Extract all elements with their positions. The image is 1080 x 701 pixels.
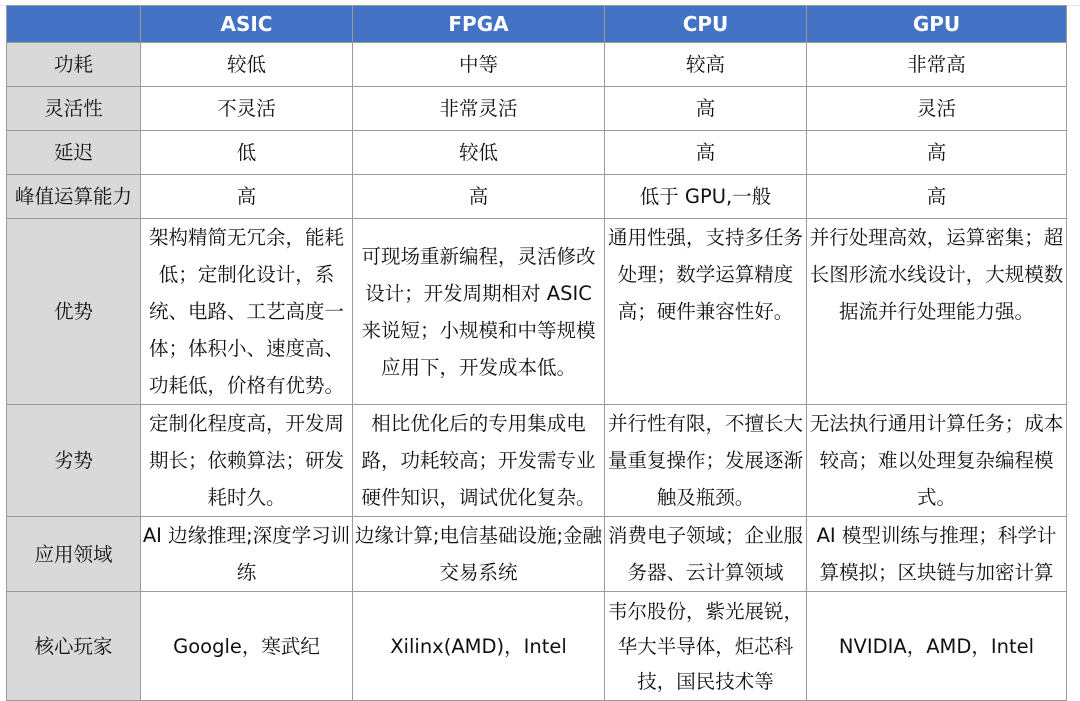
table-row <box>7 43 1067 87</box>
cell-cpu: 高 <box>605 131 807 175</box>
header-asic: ASIC <box>141 6 353 43</box>
row-label-advantages: 优势 <box>7 219 141 405</box>
table-row <box>7 517 1067 592</box>
cell-asic: 不灵活 <box>141 87 353 131</box>
cell-fpga: 非常灵活 <box>353 87 605 131</box>
cell-gpu: 灵活 <box>807 87 1067 131</box>
cell-fpga: 高 <box>353 175 605 219</box>
comparison-table <box>6 5 1067 701</box>
table-row <box>7 87 1067 131</box>
cell-gpu: 无法执行通用计算任务；成本较高；难以处理复杂编程模式。 <box>807 405 1067 517</box>
table-row <box>7 131 1067 175</box>
cell-asic: 架构精简无冗余，能耗低；定制化设计，系统、电路、工艺高度一体；体积小、速度高、功耗低，价格有优势。 <box>141 219 353 405</box>
cell-cpu: 低于 GPU,一般 <box>605 175 807 219</box>
header-gpu: GPU <box>807 6 1067 43</box>
row-label-disadvantages: 劣势 <box>7 405 141 517</box>
cell-asic: 高 <box>141 175 353 219</box>
cell-fpga: 中等 <box>353 43 605 87</box>
header-fpga: FPGA <box>353 6 605 43</box>
cell-cpu: 高 <box>605 87 807 131</box>
cell-cpu: 消费电子领域；企业服务器、云计算领域 <box>605 517 807 592</box>
cell-fpga: Xilinx(AMD)，Intel <box>353 592 605 701</box>
cell-asic: 低 <box>141 131 353 175</box>
cell-gpu: 非常高 <box>807 43 1067 87</box>
header-corner <box>7 6 141 43</box>
cell-cpu: 韦尔股份，紫光展锐，华大半导体，炬芯科技，国民技术等 <box>605 592 807 701</box>
cell-asic: AI 边缘推理;深度学习训练 <box>141 517 353 592</box>
row-label-flexibility: 灵活性 <box>7 87 141 131</box>
cell-asic: 定制化程度高，开发周期长；依赖算法；研发耗时久。 <box>141 405 353 517</box>
table-row <box>7 175 1067 219</box>
row-label-power: 功耗 <box>7 43 141 87</box>
row-label-peak-compute: 峰值运算能力 <box>7 175 141 219</box>
cell-cpu: 并行性有限，不擅长大量重复操作；发展逐渐触及瓶颈。 <box>605 405 807 517</box>
header-cpu: CPU <box>605 6 807 43</box>
cell-asic: 较低 <box>141 43 353 87</box>
cell-asic: Google，寒武纪 <box>141 592 353 701</box>
row-label-applications: 应用领域 <box>7 517 141 592</box>
cell-gpu: 高 <box>807 131 1067 175</box>
table-row <box>7 592 1067 701</box>
cell-cpu: 通用性强，支持多任务处理；数学运算精度高；硬件兼容性好。 <box>605 219 807 405</box>
cell-gpu: NVIDIA，AMD，Intel <box>807 592 1067 701</box>
cell-fpga: 边缘计算;电信基础设施;金融交易系统 <box>353 517 605 592</box>
row-label-key-players: 核心玩家 <box>7 592 141 701</box>
cell-gpu: 高 <box>807 175 1067 219</box>
cell-gpu: AI 模型训练与推理；科学计算模拟；区块链与加密计算 <box>807 517 1067 592</box>
header-row <box>7 6 1067 43</box>
row-label-latency: 延迟 <box>7 131 141 175</box>
cell-gpu: 并行处理高效，运算密集；超长图形流水线设计，大规模数据流并行处理能力强。 <box>807 219 1067 405</box>
cell-fpga: 可现场重新编程，灵活修改设计；开发周期相对 ASIC 来说短；小规模和中等规模应用下，开发成本低。 <box>353 219 605 405</box>
cell-fpga: 相比优化后的专用集成电路，功耗较高；开发需专业硬件知识，调试优化复杂。 <box>353 405 605 517</box>
table-row <box>7 405 1067 517</box>
cell-fpga: 较低 <box>353 131 605 175</box>
cell-cpu: 较高 <box>605 43 807 87</box>
table-row <box>7 219 1067 405</box>
